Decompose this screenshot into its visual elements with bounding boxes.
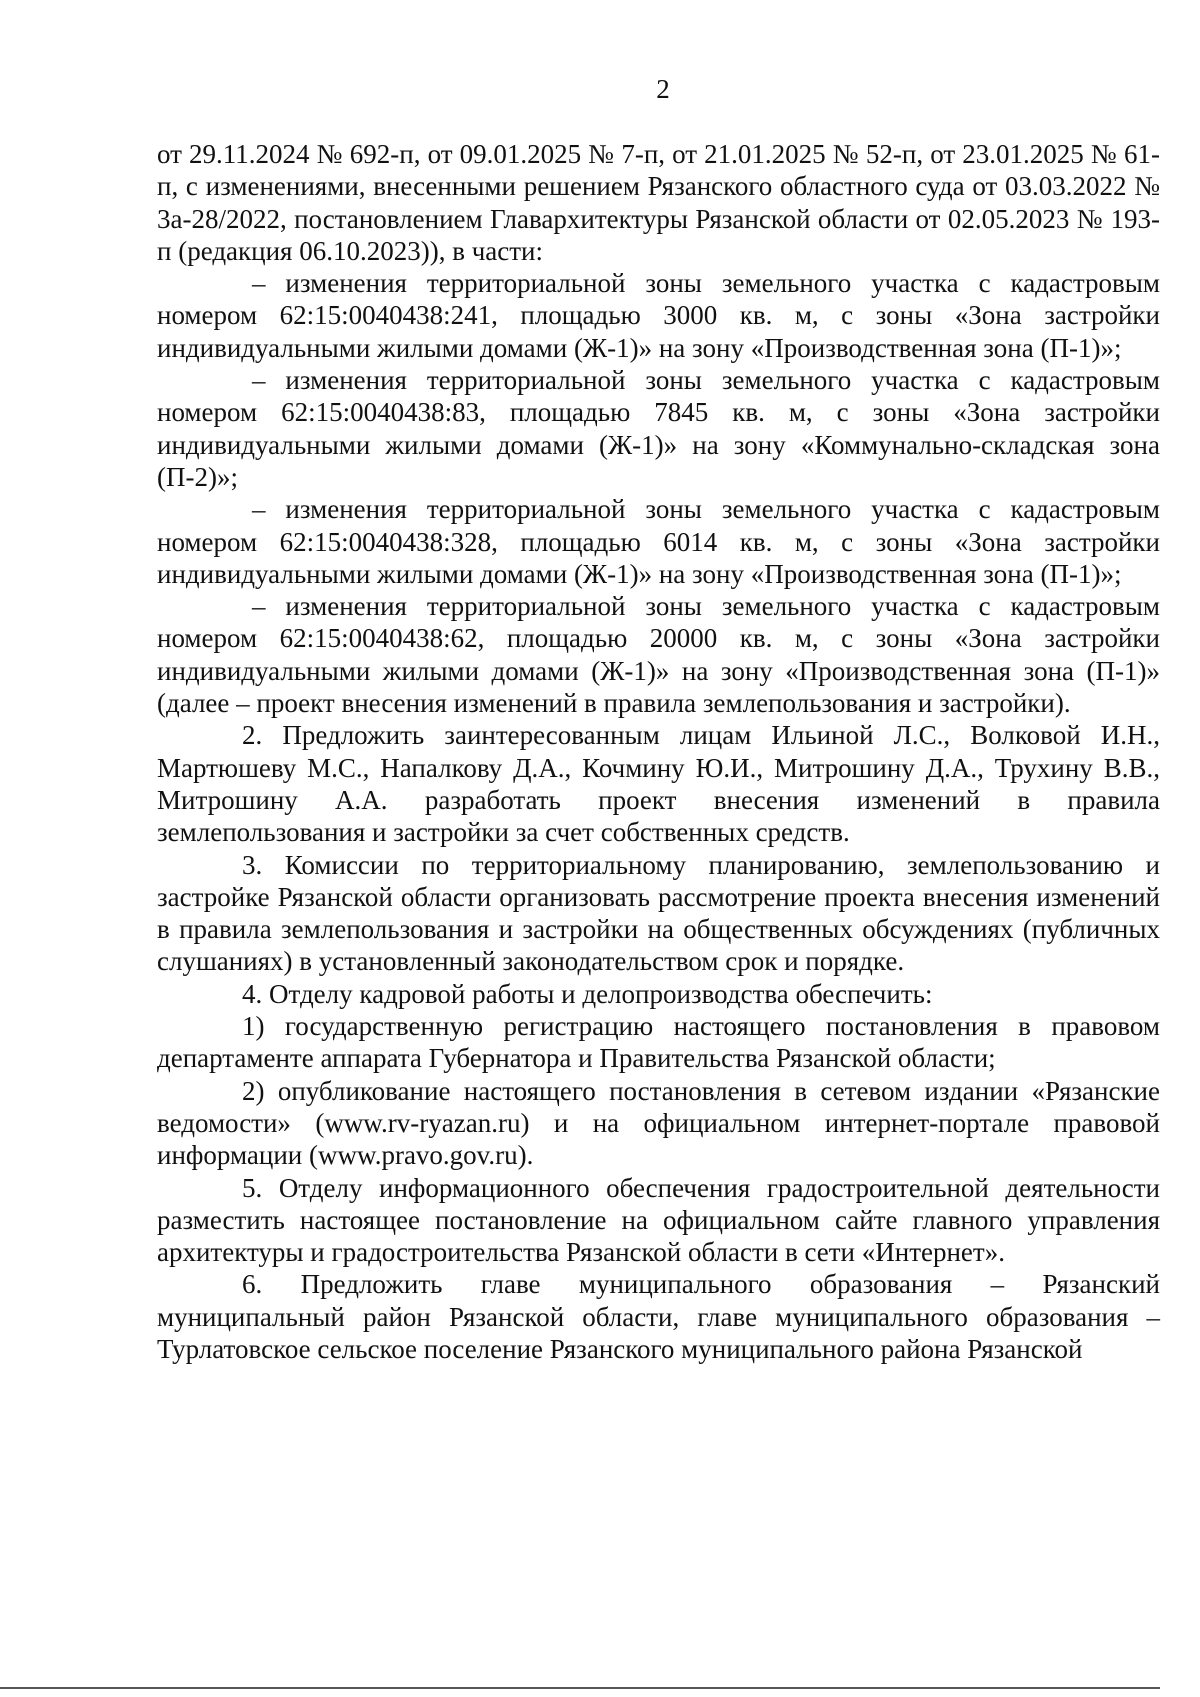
paragraph-zone-change-62: – изменения территориальной зоны земельного участка с кадастровым номером 62:15:0040438:62, площадью 20000 кв. м, с зоны «Зона застройки индивидуальными жилыми домами (Ж-1)» на зону «Производственная зона (П-1)» (далее – проект внесения изменений в правила землепользования и застройки). [157, 591, 1160, 719]
paragraph-item-4: 4. Отделу кадровой работы и делопроизводства обеспечить: [242, 978, 933, 1009]
page-bottom-edge [0, 1687, 1160, 1689]
page-number: 2 [656, 74, 670, 104]
paragraph-zone-change-83: – изменения территориальной зоны земельного участка с кадастровым номером 62:15:0040438:83, площадью 7845 кв. м, с зоны «Зона застройки индивидуальными жилыми домами (Ж-1)» на зону «Коммунально-складская зона (П-2)»; [157, 365, 1160, 492]
paragraph-item-2: 2. Предложить заинтересованным лицам Ильиной Л.С., Волковой И.Н., Мартюшеву М.С., Напалкову Д.А., Кочмину Ю.И., Митрошину Д.А., Трухину В.В., Митрошину А.А. разработать проект внесения изменений в правила землепользования и застройки за счет собственных средств. [157, 720, 1160, 848]
paragraph-continuation: от 29.11.2024 № 692-п, от 09.01.2025 № 7-п, от 21.01.2025 № 52-п, от 23.01.2025 № 61-п, с изменениями, внесенными решением Рязанского областного суда от 03.03.2022 № 3а-28/2022, постановлением Главархитектуры Рязанской области от 02.05.2023 № 193-п (редакция 06.10.2023)), в части: [157, 139, 1160, 266]
paragraph-item-4-2: 2) опубликование настоящего постановления в сетевом издании «Рязанские ведомости» (www.rv-ryazan.ru) и на официальном интернет-портале правовой информации (www.pravo.gov.ru). [157, 1075, 1160, 1171]
paragraph-item-4-1: 1) государственную регистрацию настоящего постановления в правовом департаменте аппарата Губернатора и Правительства Рязанской области; [157, 1011, 1160, 1074]
paragraph-item-6: 6. Предложить главе муниципального образования – Рязанский муниципальный район Рязанской области, главе муниципального образования – Турлатовское сельское поселение Рязанского муниципального района Рязанской [157, 1269, 1160, 1364]
paragraph-zone-change-328: – изменения территориальной зоны земельного участка с кадастровым номером 62:15:0040438:328, площадью 6014 кв. м, с зоны «Зона застройки индивидуальными жилыми домами (Ж-1)» на зону «Производственная зона (П-1)»; [157, 494, 1160, 589]
paragraph-zone-change-241: – изменения территориальной зоны земельного участка с кадастровым номером 62:15:0040438:241, площадью 3000 кв. м, с зоны «Зона застройки индивидуальными жилыми домами (Ж-1)» на зону «Производственная зона (П-1)»; [157, 268, 1160, 363]
paragraph-item-3: 3. Комиссии по территориальному планированию, землепользованию и застройке Рязанской области организовать рассмотрение проекта внесения изменений в правила землепользования и застройки на общественных обсуждениях (публичных слушаниях) в установленный законодательством срок и порядке. [157, 849, 1160, 977]
document-body [157, 138, 1160, 1365]
paragraph-item-5: 5. Отделу информационного обеспечения градостроительной деятельности разместить настоящее постановление на официальном сайте главного управления архитектуры и градостроительства Рязанской области в сети «Интернет». [157, 1172, 1160, 1268]
